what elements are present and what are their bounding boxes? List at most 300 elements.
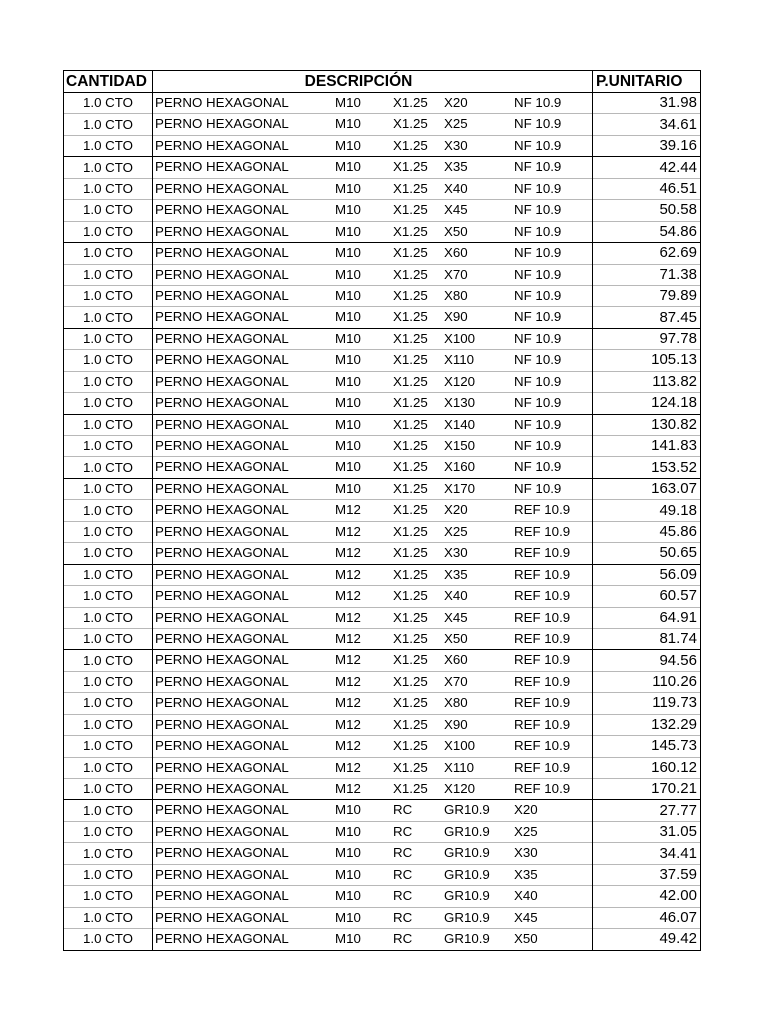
desc-length: X80 xyxy=(444,287,468,303)
table-row xyxy=(64,93,701,114)
desc-norm: REF 10.9 xyxy=(514,523,571,539)
desc-size: M12 xyxy=(335,673,361,689)
cell-descripcion xyxy=(153,243,593,264)
desc-norm: NF 10.9 xyxy=(514,95,562,110)
desc-name: PERNO HEXAGONAL xyxy=(155,459,289,475)
header-precio-unitario: P.UNITARIO xyxy=(593,71,701,93)
cell-cantidad: 1.0 CTO xyxy=(64,779,153,800)
cell-descripcion xyxy=(153,264,593,285)
cell-precio: 124.18 xyxy=(593,393,701,414)
table-row xyxy=(64,350,701,371)
cell-precio: 50.65 xyxy=(593,543,701,564)
desc-size: M12 xyxy=(335,695,361,711)
desc-name: PERNO HEXAGONAL xyxy=(155,823,289,839)
desc-norm: NF 10.9 xyxy=(514,287,562,303)
desc-name: PERNO HEXAGONAL xyxy=(155,630,289,646)
desc-pitch: X1.25 xyxy=(393,738,428,754)
header-cantidad: CANTIDAD xyxy=(64,71,153,93)
desc-norm: X30 xyxy=(514,845,538,861)
table-row xyxy=(64,135,701,156)
desc-norm: X35 xyxy=(514,866,538,882)
cell-descripcion xyxy=(153,328,593,349)
desc-name: PERNO HEXAGONAL xyxy=(155,223,289,239)
cell-cantidad: 1.0 CTO xyxy=(64,93,153,114)
desc-pitch: X1.25 xyxy=(393,95,428,110)
desc-size: M10 xyxy=(335,802,361,818)
table-row xyxy=(64,779,701,800)
desc-length: GR10.9 xyxy=(444,845,490,861)
cell-cantidad: 1.0 CTO xyxy=(64,886,153,907)
desc-size: M12 xyxy=(335,609,361,625)
cell-precio: 130.82 xyxy=(593,414,701,435)
price-list-sheet xyxy=(63,70,700,951)
desc-name: PERNO HEXAGONAL xyxy=(155,159,289,175)
desc-length: X45 xyxy=(444,202,468,218)
cell-descripcion xyxy=(153,886,593,907)
desc-size: M10 xyxy=(335,373,361,389)
cell-descripcion xyxy=(153,907,593,928)
desc-pitch: X1.25 xyxy=(393,330,428,346)
desc-size: M10 xyxy=(335,116,361,132)
table-row xyxy=(64,393,701,414)
table-body xyxy=(64,93,701,951)
table-row xyxy=(64,500,701,521)
table-row xyxy=(64,521,701,542)
desc-name: PERNO HEXAGONAL xyxy=(155,866,289,882)
table-row xyxy=(64,114,701,135)
cell-precio: 34.41 xyxy=(593,843,701,864)
desc-length: X100 xyxy=(444,330,476,346)
desc-size: M10 xyxy=(335,159,361,175)
cell-cantidad: 1.0 CTO xyxy=(64,393,153,414)
desc-norm: NF 10.9 xyxy=(514,266,562,282)
desc-size: M10 xyxy=(335,866,361,882)
cell-cantidad: 1.0 CTO xyxy=(64,607,153,628)
cell-precio: 42.00 xyxy=(593,886,701,907)
desc-pitch: RC xyxy=(393,823,413,839)
desc-size: M10 xyxy=(335,245,361,261)
cell-cantidad: 1.0 CTO xyxy=(64,800,153,821)
table-row xyxy=(64,457,701,478)
desc-size: M10 xyxy=(335,459,361,475)
cell-descripcion xyxy=(153,414,593,435)
desc-size: M10 xyxy=(335,438,361,453)
cell-cantidad: 1.0 CTO xyxy=(64,929,153,950)
desc-pitch: X1.25 xyxy=(393,223,428,239)
desc-norm: REF 10.9 xyxy=(514,716,571,732)
desc-length: X130 xyxy=(444,395,476,411)
cell-precio: 170.21 xyxy=(593,779,701,800)
cell-cantidad: 1.0 CTO xyxy=(64,757,153,778)
cell-precio: 49.18 xyxy=(593,500,701,521)
desc-name: PERNO HEXAGONAL xyxy=(155,888,289,904)
desc-size: M10 xyxy=(335,330,361,346)
desc-length: X170 xyxy=(444,480,476,496)
desc-size: M10 xyxy=(335,909,361,925)
cell-descripcion xyxy=(153,500,593,521)
desc-size: M10 xyxy=(335,202,361,218)
desc-name: PERNO HEXAGONAL xyxy=(155,738,289,754)
cell-descripcion xyxy=(153,671,593,692)
cell-precio: 31.98 xyxy=(593,93,701,114)
cell-precio: 54.86 xyxy=(593,221,701,242)
desc-norm: NF 10.9 xyxy=(514,245,562,261)
desc-length: X35 xyxy=(444,159,468,175)
desc-norm: REF 10.9 xyxy=(514,609,571,625)
desc-norm: NF 10.9 xyxy=(514,373,562,389)
cell-precio: 42.44 xyxy=(593,157,701,178)
cell-precio: 31.05 xyxy=(593,821,701,842)
desc-norm: NF 10.9 xyxy=(514,180,562,196)
desc-length: GR10.9 xyxy=(444,866,490,882)
cell-descripcion xyxy=(153,307,593,328)
cell-precio: 97.78 xyxy=(593,328,701,349)
table-row xyxy=(64,564,701,585)
cell-descripcion xyxy=(153,843,593,864)
cell-precio: 39.16 xyxy=(593,135,701,156)
cell-cantidad: 1.0 CTO xyxy=(64,500,153,521)
cell-descripcion xyxy=(153,650,593,671)
table-row xyxy=(64,243,701,264)
desc-norm: NF 10.9 xyxy=(514,459,562,475)
desc-pitch: X1.25 xyxy=(393,695,428,711)
desc-length: X60 xyxy=(444,245,468,261)
desc-norm: NF 10.9 xyxy=(514,395,562,411)
desc-name: PERNO HEXAGONAL xyxy=(155,266,289,282)
cell-cantidad: 1.0 CTO xyxy=(64,543,153,564)
table-row xyxy=(64,886,701,907)
desc-norm: X40 xyxy=(514,888,538,904)
desc-size: M12 xyxy=(335,738,361,754)
cell-descripcion xyxy=(153,221,593,242)
cell-cantidad: 1.0 CTO xyxy=(64,457,153,478)
cell-descripcion xyxy=(153,178,593,199)
price-table xyxy=(63,70,701,951)
desc-pitch: X1.25 xyxy=(393,159,428,175)
desc-pitch: X1.25 xyxy=(393,309,428,325)
table-row xyxy=(64,157,701,178)
cell-cantidad: 1.0 CTO xyxy=(64,907,153,928)
desc-pitch: X1.25 xyxy=(393,352,428,368)
table-row xyxy=(64,478,701,499)
desc-length: X45 xyxy=(444,609,468,625)
cell-precio: 46.07 xyxy=(593,907,701,928)
desc-pitch: X1.25 xyxy=(393,588,428,604)
desc-size: M10 xyxy=(335,287,361,303)
desc-size: M12 xyxy=(335,566,361,582)
desc-pitch: X1.25 xyxy=(393,523,428,539)
cell-precio: 56.09 xyxy=(593,564,701,585)
desc-name: PERNO HEXAGONAL xyxy=(155,931,289,947)
cell-precio: 50.58 xyxy=(593,200,701,221)
table-row xyxy=(64,907,701,928)
desc-norm: NF 10.9 xyxy=(514,116,562,132)
desc-size: M10 xyxy=(335,480,361,496)
desc-norm: REF 10.9 xyxy=(514,781,571,796)
cell-precio: 119.73 xyxy=(593,693,701,714)
desc-pitch: X1.25 xyxy=(393,502,428,518)
desc-norm: NF 10.9 xyxy=(514,480,562,496)
desc-size: M10 xyxy=(335,223,361,239)
desc-name: PERNO HEXAGONAL xyxy=(155,395,289,411)
table-row xyxy=(64,178,701,199)
desc-norm: NF 10.9 xyxy=(514,309,562,325)
cell-cantidad: 1.0 CTO xyxy=(64,414,153,435)
cell-precio: 87.45 xyxy=(593,307,701,328)
desc-pitch: X1.25 xyxy=(393,116,428,132)
cell-precio: 27.77 xyxy=(593,800,701,821)
desc-norm: NF 10.9 xyxy=(514,438,562,453)
desc-pitch: X1.25 xyxy=(393,545,428,561)
desc-pitch: X1.25 xyxy=(393,630,428,646)
cell-cantidad: 1.0 CTO xyxy=(64,650,153,671)
table-row xyxy=(64,757,701,778)
desc-name: PERNO HEXAGONAL xyxy=(155,95,289,110)
desc-length: GR10.9 xyxy=(444,888,490,904)
desc-name: PERNO HEXAGONAL xyxy=(155,502,289,518)
desc-length: X25 xyxy=(444,523,468,539)
desc-pitch: RC xyxy=(393,909,413,925)
desc-length: X120 xyxy=(444,373,476,389)
cell-descripcion xyxy=(153,864,593,885)
desc-pitch: X1.25 xyxy=(393,373,428,389)
desc-norm: X50 xyxy=(514,931,538,947)
desc-size: M12 xyxy=(335,523,361,539)
desc-name: PERNO HEXAGONAL xyxy=(155,180,289,196)
desc-pitch: RC xyxy=(393,888,413,904)
desc-name: PERNO HEXAGONAL xyxy=(155,673,289,689)
cell-descripcion xyxy=(153,607,593,628)
desc-pitch: RC xyxy=(393,866,413,882)
cell-cantidad: 1.0 CTO xyxy=(64,114,153,135)
cell-descripcion xyxy=(153,929,593,950)
header-descripcion: DESCRIPCIÓN xyxy=(153,71,593,93)
desc-name: PERNO HEXAGONAL xyxy=(155,480,289,496)
desc-length: GR10.9 xyxy=(444,909,490,925)
desc-length: X30 xyxy=(444,137,468,153)
desc-pitch: RC xyxy=(393,802,413,818)
desc-pitch: X1.25 xyxy=(393,652,428,668)
cell-precio: 81.74 xyxy=(593,628,701,649)
desc-pitch: X1.25 xyxy=(393,180,428,196)
cell-precio: 110.26 xyxy=(593,671,701,692)
desc-length: X40 xyxy=(444,180,468,196)
table-row xyxy=(64,264,701,285)
table-row xyxy=(64,864,701,885)
desc-name: PERNO HEXAGONAL xyxy=(155,287,289,303)
cell-precio: 37.59 xyxy=(593,864,701,885)
desc-length: X70 xyxy=(444,673,468,689)
desc-length: X110 xyxy=(444,352,475,368)
cell-descripcion xyxy=(153,714,593,735)
cell-precio: 163.07 xyxy=(593,478,701,499)
desc-length: X110 xyxy=(444,759,475,775)
cell-cantidad: 1.0 CTO xyxy=(64,135,153,156)
cell-precio: 62.69 xyxy=(593,243,701,264)
desc-norm: NF 10.9 xyxy=(514,202,562,218)
desc-length: X70 xyxy=(444,266,468,282)
cell-precio: 34.61 xyxy=(593,114,701,135)
desc-name: PERNO HEXAGONAL xyxy=(155,609,289,625)
desc-pitch: X1.25 xyxy=(393,202,428,218)
cell-descripcion xyxy=(153,821,593,842)
desc-pitch: X1.25 xyxy=(393,395,428,411)
desc-length: X90 xyxy=(444,716,468,732)
desc-name: PERNO HEXAGONAL xyxy=(155,566,289,582)
cell-cantidad: 1.0 CTO xyxy=(64,371,153,392)
desc-pitch: X1.25 xyxy=(393,438,428,453)
desc-pitch: X1.25 xyxy=(393,459,428,475)
desc-norm: X20 xyxy=(514,802,538,818)
desc-length: X40 xyxy=(444,588,468,604)
desc-name: PERNO HEXAGONAL xyxy=(155,416,289,432)
desc-norm: REF 10.9 xyxy=(514,545,571,561)
cell-cantidad: 1.0 CTO xyxy=(64,157,153,178)
desc-norm: NF 10.9 xyxy=(514,137,562,153)
desc-size: M10 xyxy=(335,309,361,325)
desc-pitch: RC xyxy=(393,931,413,947)
desc-pitch: X1.25 xyxy=(393,609,428,625)
table-row xyxy=(64,414,701,435)
table-row xyxy=(64,800,701,821)
desc-size: M10 xyxy=(335,888,361,904)
desc-size: M12 xyxy=(335,716,361,732)
cell-cantidad: 1.0 CTO xyxy=(64,264,153,285)
desc-length: GR10.9 xyxy=(444,931,490,947)
desc-length: X80 xyxy=(444,695,468,711)
cell-descripcion xyxy=(153,800,593,821)
desc-size: M10 xyxy=(335,845,361,861)
desc-pitch: X1.25 xyxy=(393,137,428,153)
desc-length: X50 xyxy=(444,630,468,646)
table-header-row xyxy=(64,71,701,93)
desc-size: M10 xyxy=(335,395,361,411)
desc-size: M12 xyxy=(335,630,361,646)
desc-length: X20 xyxy=(444,502,468,518)
cell-descripcion xyxy=(153,564,593,585)
desc-name: PERNO HEXAGONAL xyxy=(155,802,289,818)
desc-norm: REF 10.9 xyxy=(514,588,571,604)
desc-name: PERNO HEXAGONAL xyxy=(155,202,289,218)
cell-precio: 153.52 xyxy=(593,457,701,478)
cell-precio: 145.73 xyxy=(593,736,701,757)
desc-name: PERNO HEXAGONAL xyxy=(155,695,289,711)
desc-name: PERNO HEXAGONAL xyxy=(155,352,289,368)
table-row xyxy=(64,221,701,242)
cell-cantidad: 1.0 CTO xyxy=(64,628,153,649)
cell-cantidad: 1.0 CTO xyxy=(64,693,153,714)
desc-name: PERNO HEXAGONAL xyxy=(155,523,289,539)
cell-descripcion xyxy=(153,628,593,649)
cell-descripcion xyxy=(153,521,593,542)
cell-cantidad: 1.0 CTO xyxy=(64,350,153,371)
cell-descripcion xyxy=(153,478,593,499)
cell-precio: 132.29 xyxy=(593,714,701,735)
cell-cantidad: 1.0 CTO xyxy=(64,864,153,885)
desc-length: X35 xyxy=(444,566,468,582)
desc-length: X30 xyxy=(444,545,468,561)
desc-name: PERNO HEXAGONAL xyxy=(155,438,289,453)
desc-name: PERNO HEXAGONAL xyxy=(155,330,289,346)
desc-size: M10 xyxy=(335,416,361,432)
cell-cantidad: 1.0 CTO xyxy=(64,243,153,264)
cell-precio: 160.12 xyxy=(593,757,701,778)
desc-name: PERNO HEXAGONAL xyxy=(155,245,289,261)
desc-name: PERNO HEXAGONAL xyxy=(155,652,289,668)
table-row xyxy=(64,371,701,392)
desc-length: GR10.9 xyxy=(444,802,490,818)
cell-cantidad: 1.0 CTO xyxy=(64,478,153,499)
desc-size: M10 xyxy=(335,352,361,368)
cell-descripcion xyxy=(153,157,593,178)
desc-name: PERNO HEXAGONAL xyxy=(155,588,289,604)
cell-cantidad: 1.0 CTO xyxy=(64,178,153,199)
table-row xyxy=(64,650,701,671)
table-row xyxy=(64,929,701,950)
cell-descripcion xyxy=(153,779,593,800)
table-row xyxy=(64,586,701,607)
desc-norm: NF 10.9 xyxy=(514,159,562,175)
cell-descripcion xyxy=(153,93,593,114)
desc-size: M12 xyxy=(335,545,361,561)
cell-descripcion xyxy=(153,736,593,757)
table-row xyxy=(64,693,701,714)
table-row xyxy=(64,200,701,221)
desc-name: PERNO HEXAGONAL xyxy=(155,373,289,389)
desc-norm: REF 10.9 xyxy=(514,673,571,689)
desc-norm: NF 10.9 xyxy=(514,352,562,368)
desc-norm: REF 10.9 xyxy=(514,652,571,668)
cell-descripcion xyxy=(153,457,593,478)
desc-pitch: X1.25 xyxy=(393,759,428,775)
cell-descripcion xyxy=(153,393,593,414)
cell-cantidad: 1.0 CTO xyxy=(64,843,153,864)
table-row xyxy=(64,607,701,628)
desc-norm: NF 10.9 xyxy=(514,330,562,346)
cell-cantidad: 1.0 CTO xyxy=(64,736,153,757)
desc-size: M10 xyxy=(335,931,361,947)
desc-length: X50 xyxy=(444,223,468,239)
table-row xyxy=(64,843,701,864)
desc-pitch: X1.25 xyxy=(393,266,428,282)
desc-norm: REF 10.9 xyxy=(514,759,571,775)
cell-cantidad: 1.0 CTO xyxy=(64,200,153,221)
desc-length: X150 xyxy=(444,438,476,453)
cell-precio: 113.82 xyxy=(593,371,701,392)
desc-pitch: X1.25 xyxy=(393,287,428,303)
cell-descripcion xyxy=(153,135,593,156)
desc-size: M12 xyxy=(335,652,361,668)
table-row xyxy=(64,821,701,842)
desc-length: X90 xyxy=(444,309,468,325)
cell-descripcion xyxy=(153,757,593,778)
desc-name: PERNO HEXAGONAL xyxy=(155,545,289,561)
cell-descripcion xyxy=(153,693,593,714)
desc-size: M12 xyxy=(335,781,361,796)
desc-size: M10 xyxy=(335,266,361,282)
desc-norm: REF 10.9 xyxy=(514,566,571,582)
desc-norm: X25 xyxy=(514,823,538,839)
cell-cantidad: 1.0 CTO xyxy=(64,436,153,457)
cell-precio: 49.42 xyxy=(593,929,701,950)
desc-norm: NF 10.9 xyxy=(514,223,562,239)
table-row xyxy=(64,628,701,649)
desc-size: M10 xyxy=(335,823,361,839)
cell-precio: 46.51 xyxy=(593,178,701,199)
cell-precio: 79.89 xyxy=(593,285,701,306)
cell-cantidad: 1.0 CTO xyxy=(64,307,153,328)
table-row xyxy=(64,307,701,328)
